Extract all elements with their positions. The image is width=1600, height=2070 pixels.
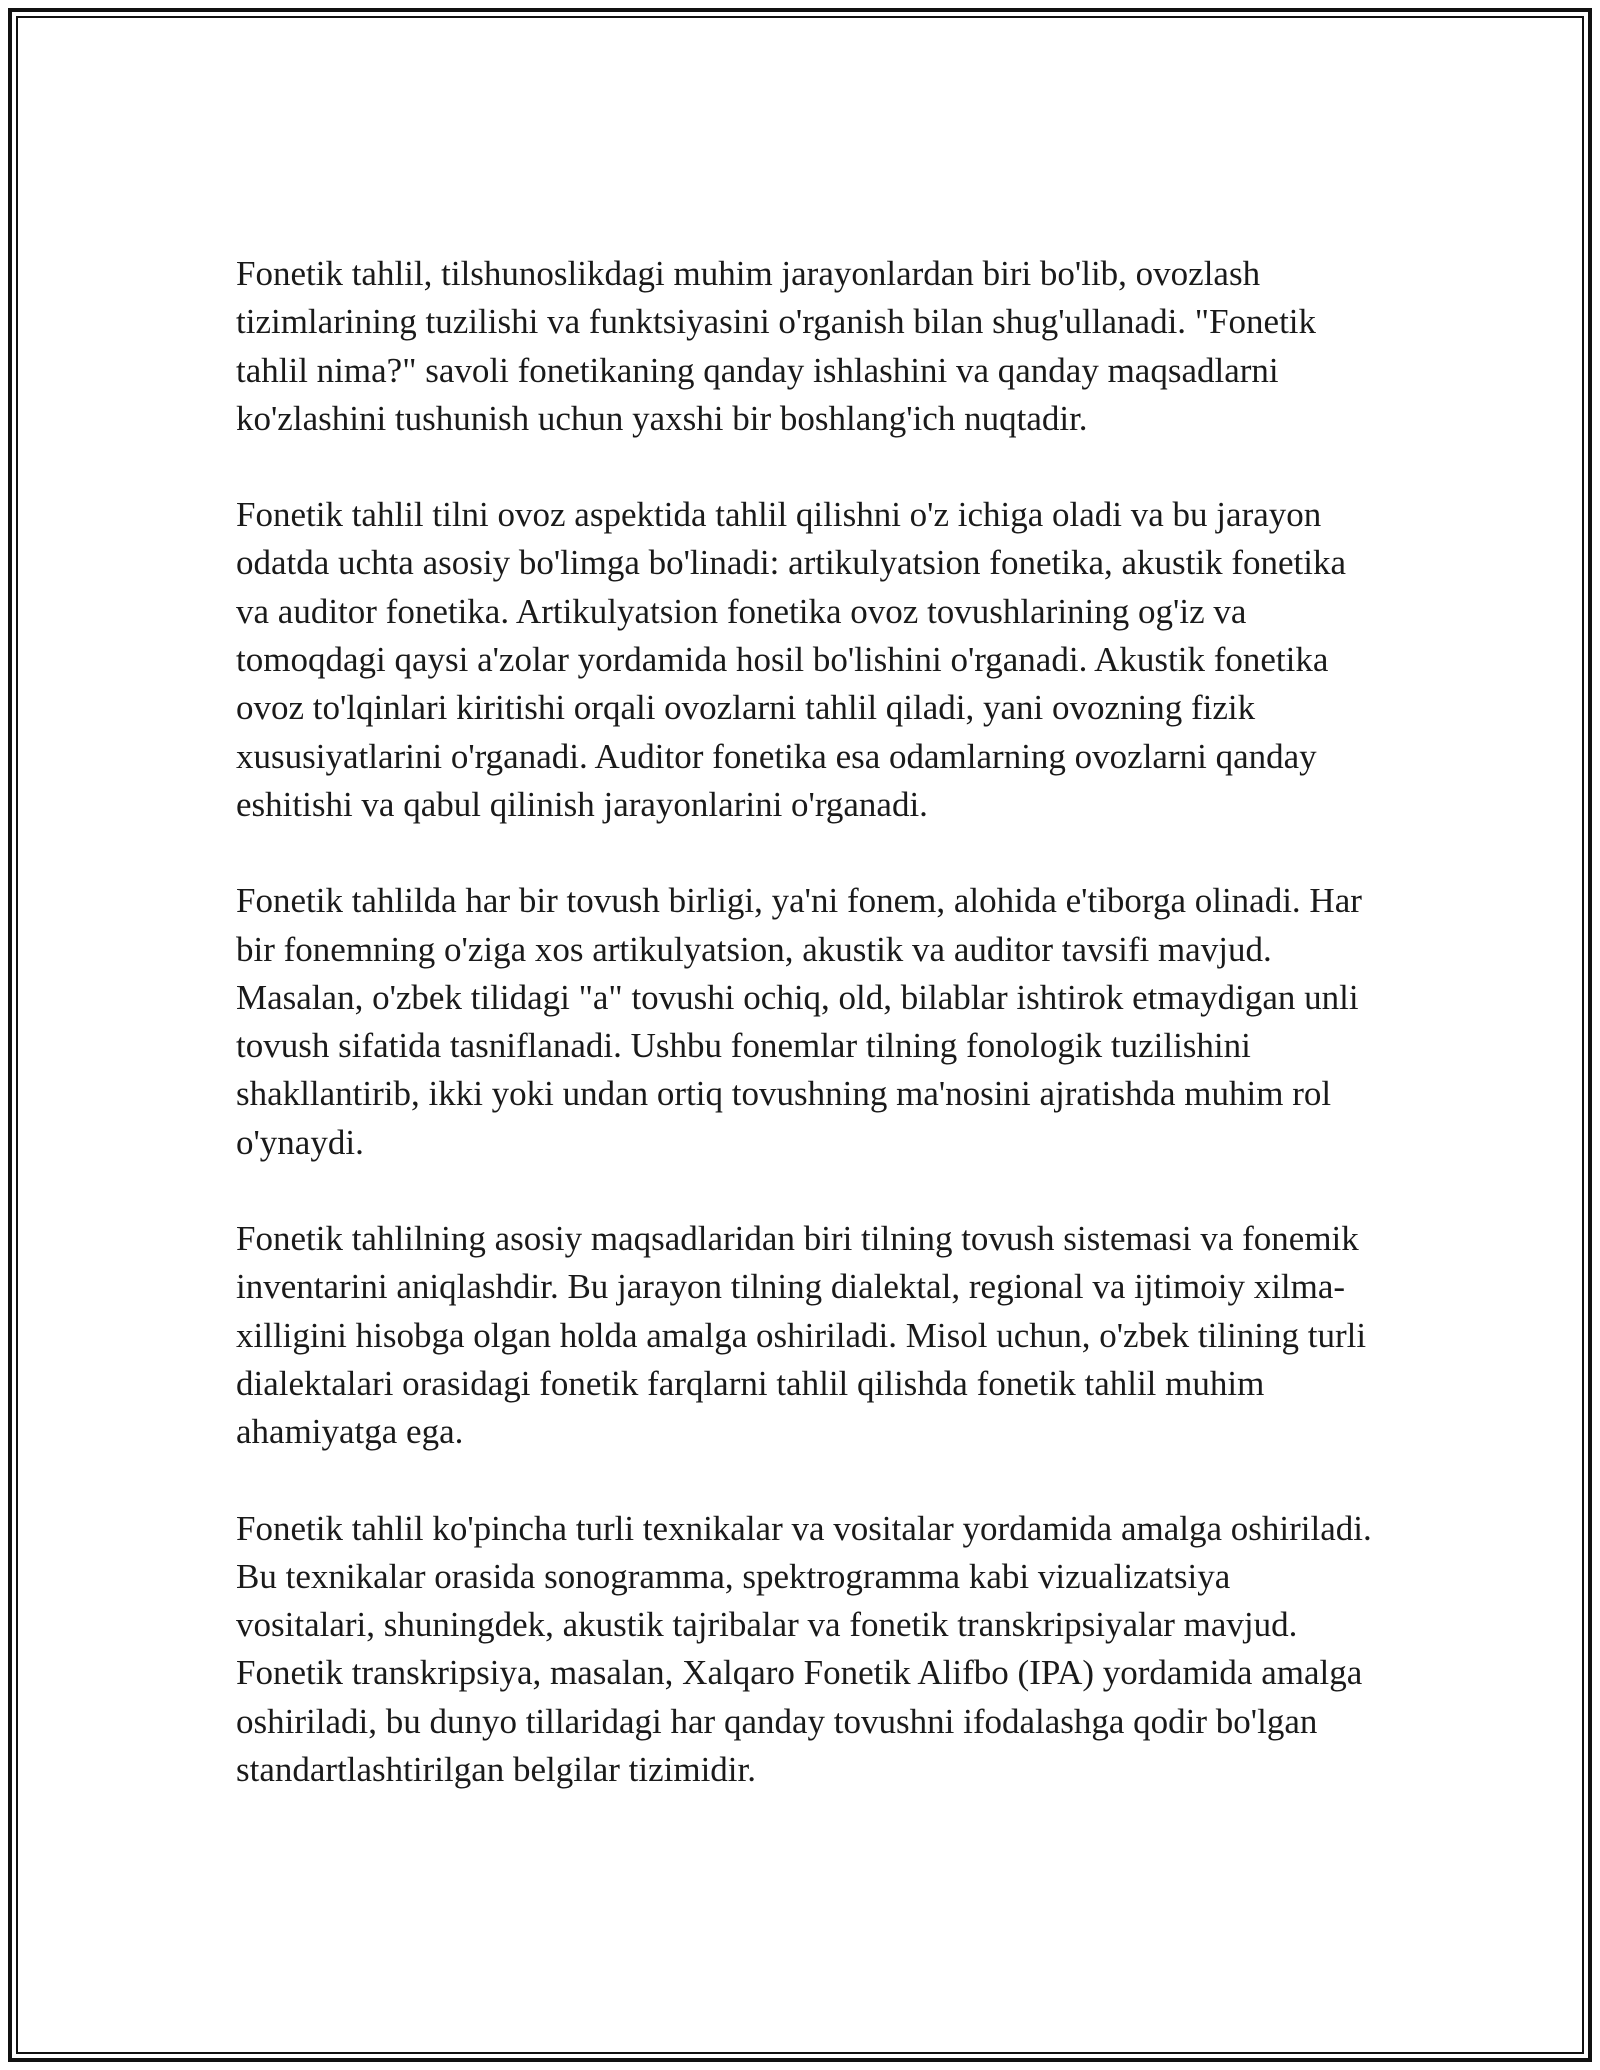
paragraph-4: Fonetik tahlilning asosiy maqsadlaridan biri tilning tovush sistemasi va fonemik inventarini aniqlashdir. Bu jarayon tilning dialektal, regional va ijtimoiy xilma-xilligini hisobga olgan holda amalga oshiriladi. Misol uchun, o'zbek tilining turli dialektalari orasidagi fonetik farqlarni tahlil qilishda fonetik tahlil muhim ahamiyatga ega. [236,1219,1367,1452]
document-body [236,250,1376,1842]
paragraph-2: Fonetik tahlil tilni ovoz aspektida tahlil qilishni o'z ichiga oladi va bu jarayon odatda uchta asosiy bo'limga bo'linadi: artikulyatsion fonetika, akustik fonetika va auditor fonetika. Artikulyatsion fonetika ovoz tovushlarining og'iz va tomoqdagi qaysi a'zolar yordamida hosil bo'lishini o'rganadi. Akustik fonetika ovoz to'lqinlari kiritishi orqali ovozlarni tahlil qiladi, yani ovozning fizik xususiyatlarini o'rganadi. Auditor fonetika esa odamlarning ovozlarni qanday eshitishi va qabul qilinish jarayonlarini o'rganadi. [236,495,1347,824]
paragraph-3: Fonetik tahlilda har bir tovush birligi, ya'ni fonem, alohida e'tiborga olinadi. Har bir fonemning o'ziga xos artikulyatsion, akustik va auditor tavsifi mavjud. Masalan, o'zbek tilidagi "a" tovushi ochiq, old, bilablar ishtirok etmaydigan unli tovush sifatida tasniflanadi. Ushbu fonemlar tilning fonologik tuzilishini shakllantirib, ikki yoki undan ortiq tovushning ma'nosini ajratishda muhim rol o'ynaydi. [236,881,1362,1162]
paragraph-1: Fonetik tahlil, tilshunoslikdagi muhim jarayonlardan biri bo'lib, ovozlash tizimlarining tuzilishi va funktsiyasini o'rganish bilan shug'ullanadi. "Fonetik tahlil nima?" savoli fonetikaning qanday ishlashini va qanday maqsadlarni ko'zlashini tushunish uchun yaxshi bir boshlang'ich nuqtadir. [236,254,1317,438]
paragraph-5: Fonetik tahlil ko'pincha turli texnikalar va vositalar yordamida amalga oshiriladi. Bu texnikalar orasida sonogramma, spektrogramma kabi vizualizatsiya vositalari, shuningdek, akustik tajribalar va fonetik transkripsiyalar mavjud. Fonetik transkripsiya, masalan, Xalqaro Fonetik Alifbo (IPA) yordamida amalga oshiriladi, bu dunyo tillaridagi har qanday tovushni ifodalashga qodir bo'lgan standartlashtirilgan belgilar tizimidir. [236,1508,1372,1790]
